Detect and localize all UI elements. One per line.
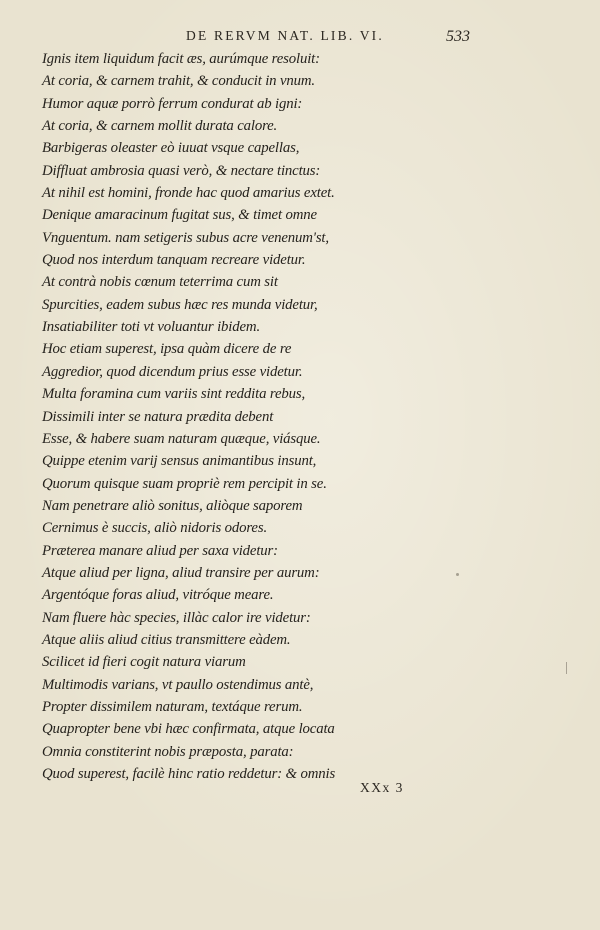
verse-line: At nihil est homini, fronde hac quod amarius extet. xyxy=(42,185,335,202)
verse-line: Ignis item liquidum facit æs, aurúmque resoluit: xyxy=(42,51,320,67)
verse-line: Quippe etenim varij sensus animantibus insunt, xyxy=(42,453,317,470)
verse-line: Quod nos interdum tanquam recreare videtur. xyxy=(42,252,306,269)
verse-line: Spurcities, eadem subus hæc res munda videtur, xyxy=(42,296,318,313)
verse-line: Præterea manare aliud per saxa videtur: xyxy=(42,542,278,559)
verse-line: Quapropter bene vbi hæc confirmata, atque locata xyxy=(42,721,335,738)
verse-line: Propter dissimilem naturam, textáque rerum. xyxy=(42,698,303,715)
paper-speck xyxy=(456,573,459,576)
verse-line: At coria, & carnem mollit durata calore. xyxy=(42,118,278,135)
verse-line: Quorum quisque suam propriè rem percipit in se. xyxy=(42,475,327,492)
verse-line: Nam penetrare aliò sonitus, aliòque saporem xyxy=(42,497,303,514)
verse-line: At contrà nobis cœnum teterrima cum sit xyxy=(42,274,278,291)
verse-line: Denique amaracinum fugitat sus, & timet omne xyxy=(42,207,317,224)
verse-line: Aggredior, quod dicendum prius esse videtur. xyxy=(42,363,303,380)
verse-line: Dissimili inter se natura prædita debent xyxy=(42,408,274,425)
verse-line: Cernimus è succis, aliò nidoris odores. xyxy=(42,520,268,537)
page-number: 533 xyxy=(446,28,470,45)
verse-line: Vnguentum. nam setigeris subus acre venenum'st, xyxy=(42,229,329,246)
verse-line: Multimodis varians, vt paullo ostendimus antè, xyxy=(42,676,314,693)
verse-line: Nam fluere hàc species, illàc calor ire videtur: xyxy=(42,609,311,626)
verse-line: Hoc etiam superest, ipsa quàm dicere de re xyxy=(42,341,292,358)
signature-mark: XXx 3 xyxy=(360,780,404,795)
verse-line: Scilicet id fieri cogit natura viarum xyxy=(42,654,246,671)
verse-line: Omnia constiterint nobis præposta, parata: xyxy=(42,743,294,760)
verse-block xyxy=(42,48,402,785)
paper-mark xyxy=(566,662,567,674)
verse-line: Multa foramina cum variis sint reddita rebus, xyxy=(42,386,306,403)
verse-line: Atque aliud per ligna, aliud transire per aurum: xyxy=(42,564,320,581)
verse-line: Diffluat ambrosia quasi verò, & nectare tinctus: xyxy=(42,162,321,179)
verse-line: Esse, & habere suam naturam quæque, viásque. xyxy=(42,430,321,447)
verse-line: At coria, & carnem trahit, & conducit in vnum. xyxy=(42,73,315,90)
verse-line: Barbigeras oleaster eò iuuat vsque capellas, xyxy=(42,140,300,157)
verse-line: Insatiabiliter toti vt voluantur ibidem. xyxy=(42,319,260,336)
verse-line: Quod superest, facilè hinc ratio reddetur: & omnis xyxy=(42,766,336,782)
verse-line: Argentóque foras aliud, vitróque meare. xyxy=(42,587,274,604)
verse-line: Humor aquæ porrò ferrum condurat ab igni: xyxy=(42,95,303,112)
verse-line: Atque aliis aliud citius transmittere eàdem. xyxy=(42,631,291,648)
running-head: DE RERVM NAT. LIB. VI. xyxy=(186,28,384,43)
